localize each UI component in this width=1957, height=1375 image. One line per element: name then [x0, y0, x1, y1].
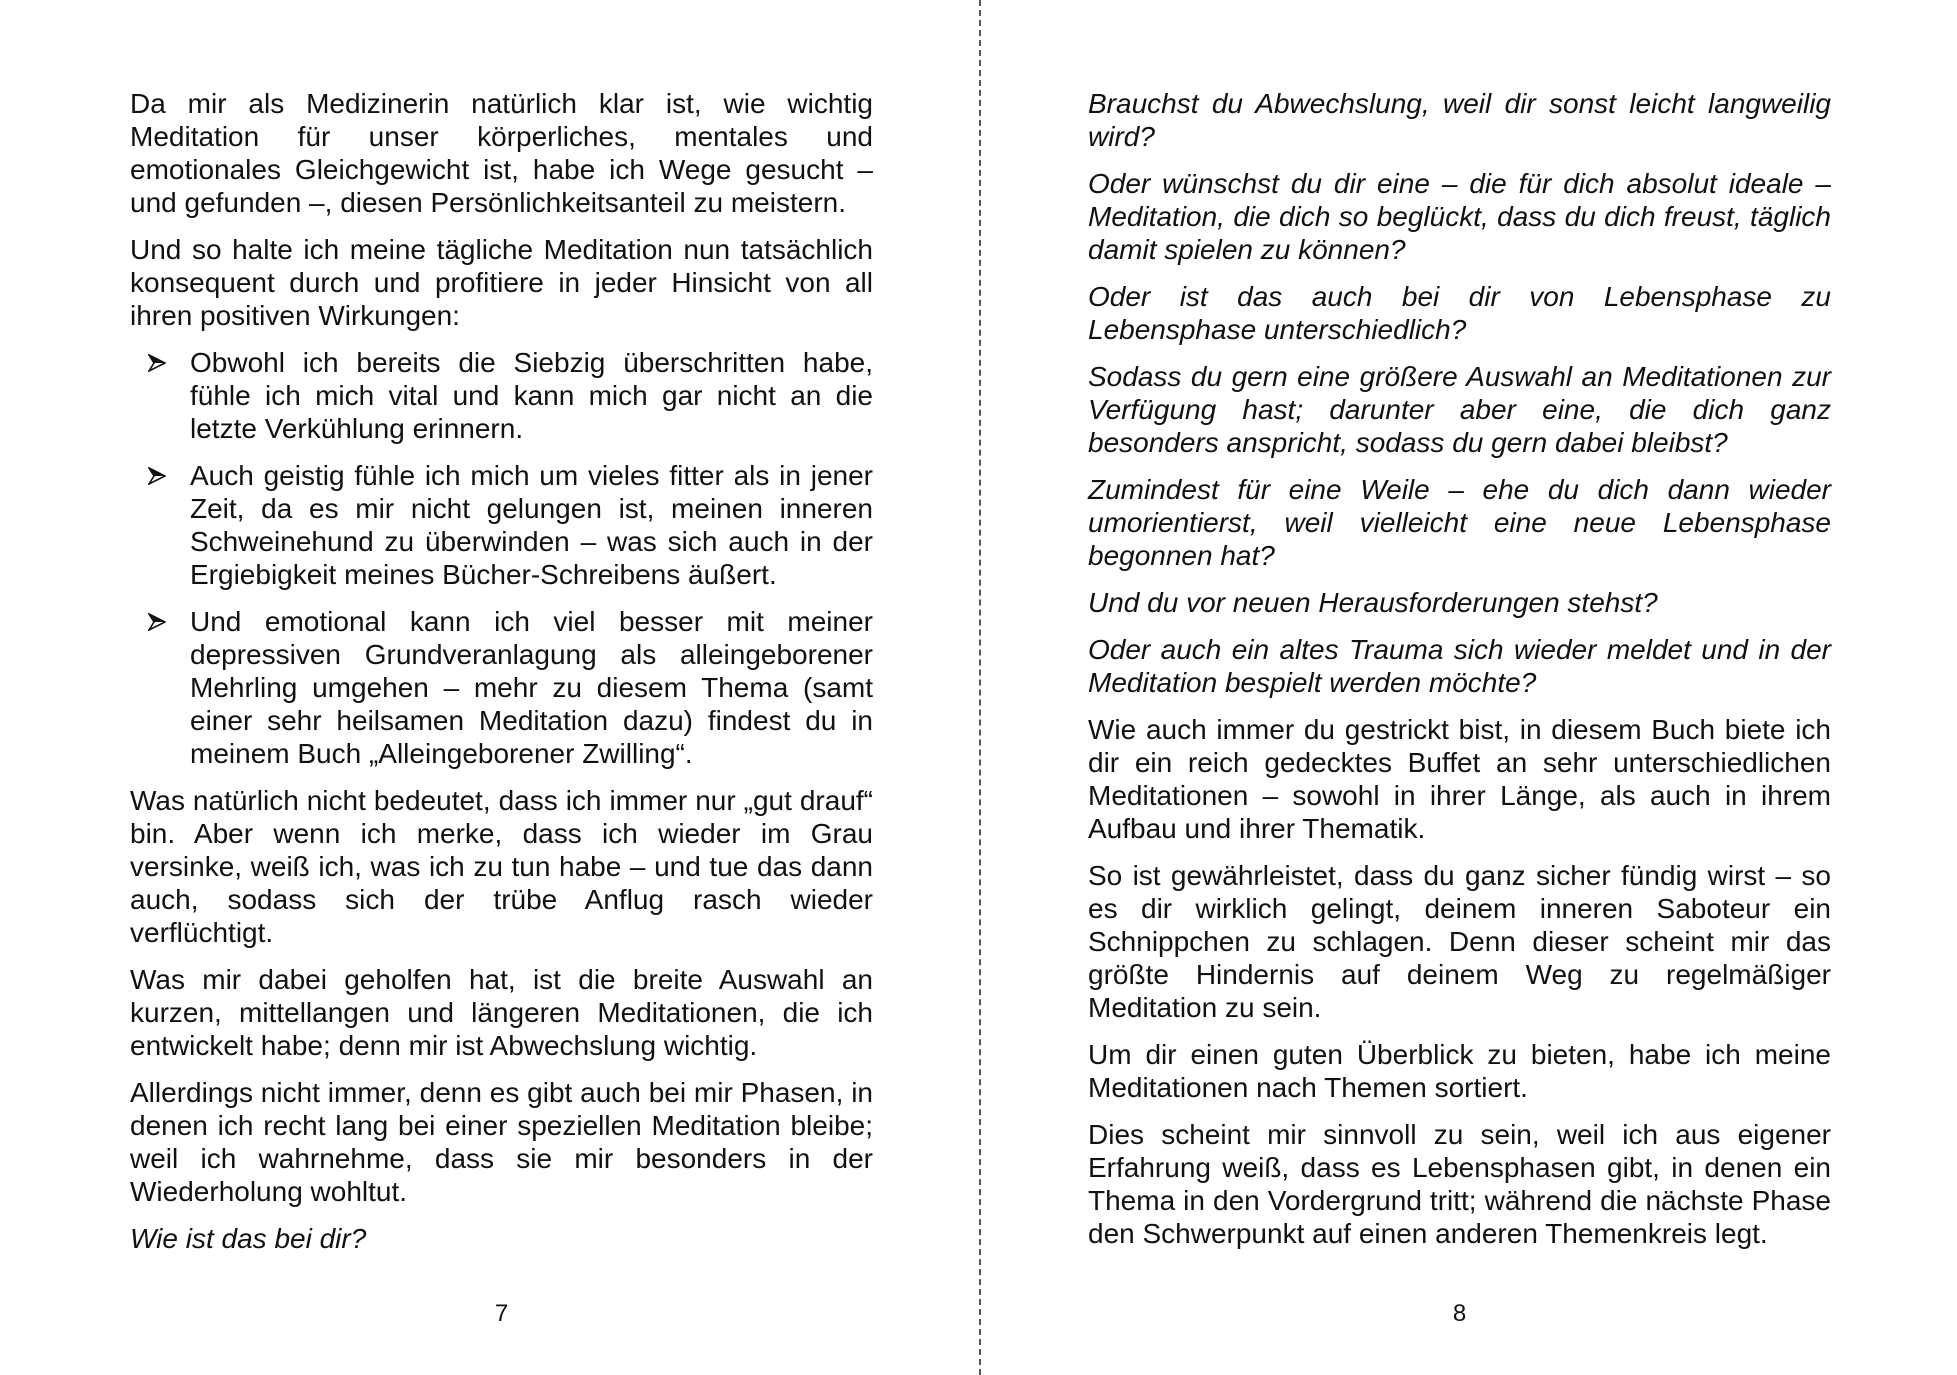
page-number: 8 — [1452, 1300, 1467, 1327]
page-number: 7 — [494, 1300, 509, 1327]
list-item-text: Auch geistig fühle ich mich um vieles fitter als in jener Zeit, da es mir nicht gelungen ist, meinen inneren Schweinehund zu überwinden – was sich auch in der Ergiebigkeit meines Bücher-Schreibens äußert. — [190, 460, 873, 590]
question-paragraph: Sodass du gern eine größere Auswahl an Meditationen zur Verfügung hast; darunter aber eine, die dich ganz besonders anspricht, sodass du gern dabei bleibst? — [1088, 361, 1831, 458]
question-paragraph: Zumindest für eine Weile – ehe du dich dann wieder umorientierst, weil vielleicht eine neue Lebensphase begonnen hat? — [1088, 474, 1831, 571]
paragraph: Wie auch immer du gestrickt bist, in diesem Buch biete ich dir ein reich gedecktes Buffet an sehr unterschiedlichen Meditationen – sowohl in ihrer Länge, als auch in ihrem Aufbau und ihrer Thematik. — [1088, 714, 1831, 844]
right-page-text — [1088, 87, 1831, 1264]
right-page — [1088, 0, 1831, 1375]
arrowhead-bullet-icon — [148, 354, 166, 372]
arrowhead-bullet-icon — [148, 467, 166, 485]
paragraph: Allerdings nicht immer, denn es gibt auch bei mir Phasen, in denen ich recht lang bei einer speziellen Meditation bleibe; weil ich wahrnehme, dass sie mir besonders in der Wiederholung wohltut. — [130, 1077, 873, 1207]
paragraph: Was mir dabei geholfen hat, ist die breite Auswahl an kurzen, mittellangen und längeren Meditationen, die ich entwickelt habe; denn mir ist Abwechslung wichtig. — [130, 964, 873, 1061]
paragraph: Um dir einen guten Überblick zu bieten, habe ich meine Meditationen nach Themen sortiert. — [1088, 1039, 1831, 1103]
paragraph: Was natürlich nicht bedeutet, dass ich immer nur „gut drauf“ bin. Aber wenn ich merke, dass ich wieder im Grau versinke, weiß ich, was ich zu tun habe – und tue das dann auch, sodass sich der trübe Anflug rasch wieder verflüchtigt. — [130, 785, 873, 948]
page-gutter-divider — [979, 0, 981, 1375]
question-paragraph: Oder ist das auch bei dir von Lebensphase zu Lebensphase unterschiedlich? — [1088, 281, 1831, 345]
list-item — [130, 346, 873, 445]
list-item-text: Und emotional kann ich viel besser mit meiner depressiven Grundveranlagung als alleingeborener Mehrling umgehen – mehr zu diesem Thema (samt einer sehr heilsamen Meditation dazu) findest du in meinem Buch „Alleingeborener Zwilling“. — [190, 606, 873, 769]
benefits-list — [130, 346, 873, 770]
left-page — [130, 0, 873, 1375]
left-page-text — [130, 87, 873, 1269]
question-paragraph: Brauchst du Abwechslung, weil dir sonst leicht langweilig wird? — [1088, 88, 1831, 152]
paragraph: Und so halte ich meine tägliche Meditation nun tatsächlich konsequent durch und profitiere in jeder Hinsicht von all ihren positiven Wirkungen: — [130, 234, 873, 331]
list-item-text: Obwohl ich bereits die Siebzig überschritten habe, fühle ich mich vital und kann mich gar nicht an die letzte Verkühlung erinnern. — [190, 347, 873, 444]
list-item — [130, 605, 873, 770]
closing-question: Wie ist das bei dir? — [130, 1223, 367, 1254]
question-paragraph: Und du vor neuen Herausforderungen stehst? — [1088, 587, 1658, 618]
list-item — [130, 459, 873, 591]
paragraph: So ist gewährleistet, dass du ganz sicher fündig wirst – so es dir wirklich gelingt, deinem inneren Saboteur ein Schnippchen zu schlagen. Denn dieser scheint mir das größte Hindernis auf deinem Weg zu regelmäßiger Meditation zu sein. — [1088, 860, 1831, 1023]
paragraph: Dies scheint mir sinnvoll zu sein, weil ich aus eigener Erfahrung weiß, dass es Lebensphasen gibt, in denen ein Thema in den Vordergrund tritt; während die nächste Phase den Schwerpunkt auf einen anderen Themenkreis legt. — [1088, 1119, 1831, 1249]
question-paragraph: Oder wünschst du dir eine – die für dich absolut ideale – Meditation, die dich so beglückt, dass du dich freust, täglich damit spielen zu können? — [1088, 168, 1831, 265]
question-paragraph: Oder auch ein altes Trauma sich wieder meldet und in der Meditation bespielt werden möchte? — [1088, 634, 1831, 698]
paragraph: Da mir als Medizinerin natürlich klar ist, wie wichtig Meditation für unser körperliches, mentales und emotionales Gleichgewicht ist, habe ich Wege gesucht – und gefunden –, diesen Persönlichkeitsanteil zu meistern. — [130, 88, 873, 218]
arrowhead-bullet-icon — [148, 613, 166, 631]
